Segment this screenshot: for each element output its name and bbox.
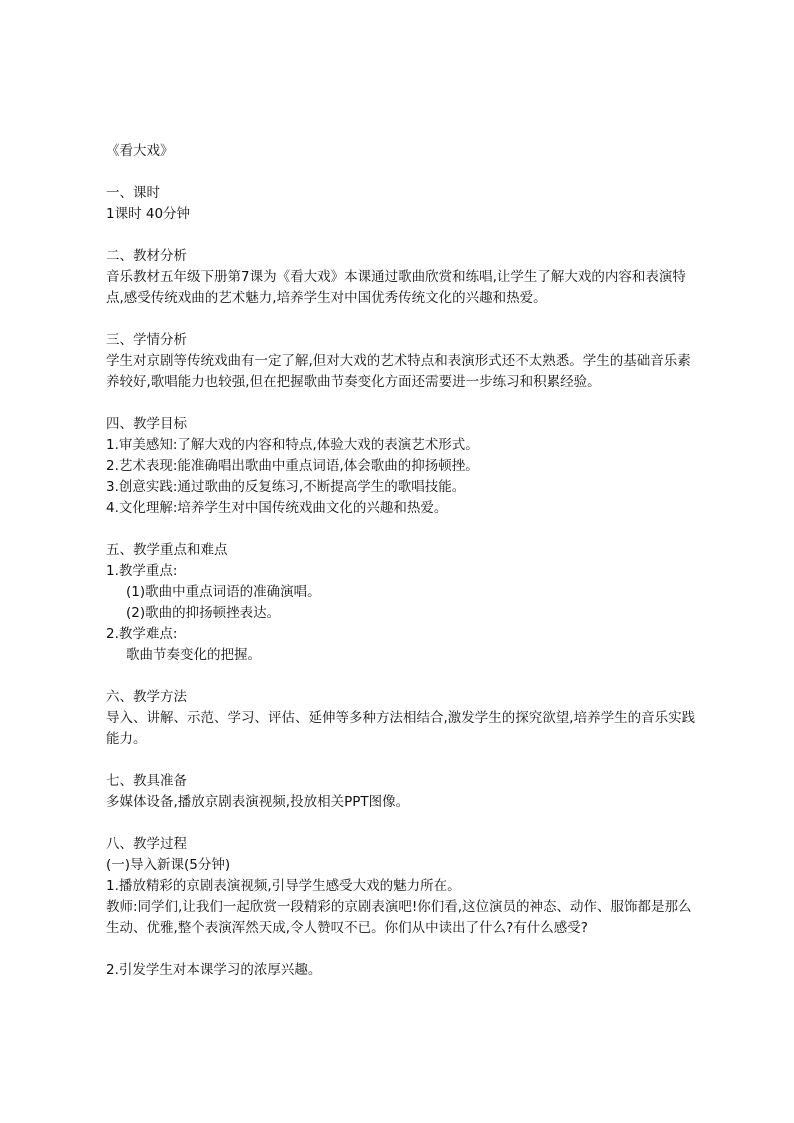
section-heading-teaching-aids: 七、教具准备 (106, 773, 187, 789)
process-step-item: 1.播放精彩的京剧表演视频,引导学生感受大戏的魅力所在。 (106, 878, 461, 894)
spacer (106, 309, 696, 330)
process-step-heading: (一)导入新课(5分钟) (106, 857, 231, 873)
teaching-goal-item: 2.艺术表现:能准确唱出歌曲中重点词语,体会歌曲的抑扬顿挫。 (106, 458, 479, 474)
teaching-aids-text: 多媒体设备,播放京剧表演视频,投放相关PPT图像。 (106, 794, 410, 810)
section-heading-teaching-methods: 六、教学方法 (106, 689, 187, 705)
document-title: 《看大戏》 (106, 143, 174, 159)
section-heading-teaching-goals: 四、教学目标 (106, 416, 187, 432)
spacer (106, 393, 696, 414)
spacer (106, 225, 696, 246)
class-hours-text: 1课时 40分钟 (106, 206, 191, 222)
spacer (106, 519, 696, 540)
teaching-goal-item: 3.创意实践:通过歌曲的反复练习,不断提高学生的歌唱技能。 (106, 479, 466, 495)
spacer (106, 813, 696, 834)
student-analysis-paragraph: 学生对京剧等传统戏曲有一定了解,但对大戏的艺术特点和表演形式还不太熟悉。学生的基础音乐素养较好,歌唱能力也较强,但在把握歌曲节奏变化方面还需要进一步练习和积累经验。 (106, 353, 691, 390)
section-heading-teaching-process: 八、教学过程 (106, 836, 187, 852)
key-point-item: (1)歌曲中重点词语的准确演唱。 (126, 584, 321, 600)
spacer (106, 162, 696, 183)
textbook-analysis-paragraph: 音乐教材五年级下册第7课为《看大戏》本课通过歌曲欣赏和练唱,让学生了解大戏的内容和表演特点,感受传统戏曲的艺术魅力,培养学生对中国优秀传统文化的兴趣和热爱。 (106, 269, 686, 306)
difficulties-subheading: 2.教学难点: (106, 626, 178, 642)
spacer (106, 666, 696, 687)
teaching-methods-paragraph: 导入、讲解、示范、学习、评估、延伸等多种方法相结合,激发学生的探究欲望,培养学生的音乐实践能力。 (106, 710, 696, 747)
section-heading-key-points: 五、教学重点和难点 (106, 542, 228, 558)
difficulty-item: 歌曲节奏变化的把握。 (126, 647, 261, 663)
document-body (106, 141, 696, 981)
section-heading-student-analysis: 三、学情分析 (106, 332, 187, 348)
key-points-subheading: 1.教学重点: (106, 563, 178, 579)
key-point-item: (2)歌曲的抑扬顿挫表达。 (126, 605, 281, 621)
teaching-goal-item: 1.审美感知:了解大戏的内容和特点,体验大戏的表演艺术形式。 (106, 437, 479, 453)
process-step-item: 2.引发学生对本课学习的浓厚兴趣。 (106, 962, 322, 978)
section-heading-class-hours: 一、课时 (106, 185, 160, 201)
teaching-goal-item: 4.文化理解:培养学生对中国传统戏曲文化的兴趣和热爱。 (106, 500, 448, 516)
spacer (106, 750, 696, 771)
teacher-dialogue-paragraph: 教师:同学们,让我们一起欣赏一段精彩的京剧表演吧!你们看,这位演员的神态、动作、服饰都是那么生动、优雅,整个表演浑然天成,令人赞叹不已。你们从中读出了什么?有什么感受? (106, 899, 692, 936)
section-heading-textbook-analysis: 二、教材分析 (106, 248, 187, 264)
spacer (106, 939, 696, 960)
